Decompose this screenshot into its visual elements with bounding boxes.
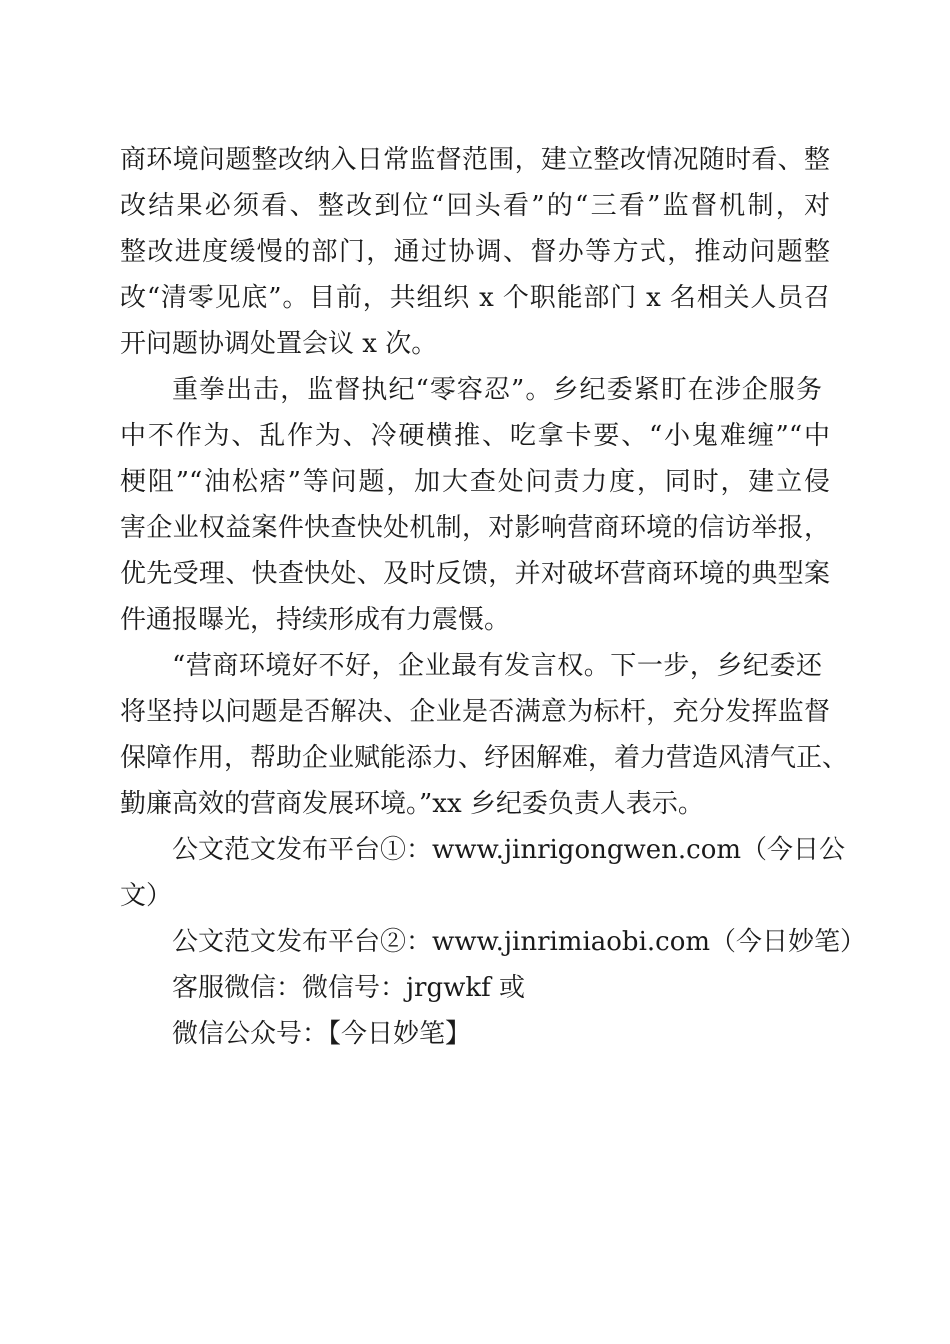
- paragraph-1-line-1: 商环境问题整改纳入日常监督范围，建立整改情况随时看、整: [120, 145, 830, 175]
- paragraph-2-line-1: 重拳出击，监督执纪“零容忍”。乡纪委紧盯在涉企服务: [172, 375, 822, 405]
- paragraph-2-line-6: 件通报曝光，持续形成有力震慑。: [120, 605, 511, 635]
- wechat-service: 客服微信：微信号：jrgwkf 或: [172, 973, 526, 1003]
- platform-1-line-2: 文）: [120, 881, 173, 911]
- paragraph-2-line-2: 中不作为、乱作为、冷硬横推、吃拿卡要、“小鬼难缠”“中: [120, 421, 830, 451]
- paragraph-3-line-4: 勤廉高效的营商发展环境。”xx 乡纪委负责人表示。: [120, 789, 704, 819]
- paragraph-2-line-5: 优先受理、快查快处、及时反馈，并对破坏营商环境的典型案: [120, 559, 830, 589]
- platform-2: 公文范文发布平台②：www.jinrimiaobi.com（今日妙笔）: [172, 927, 867, 957]
- paragraph-1-line-3: 整改进度缓慢的部门，通过协调、督办等方式，推动问题整: [120, 237, 830, 267]
- paragraph-1-line-4: 改“清零见底”。目前，共组织 x 个职能部门 x 名相关人员召: [120, 283, 830, 313]
- paragraph-2-line-3: 梗阻”“油松痞”等问题，加大查处问责力度，同时，建立侵: [120, 467, 830, 497]
- paragraph-3-line-2: 将坚持以问题是否解决、企业是否满意为标杆，充分发挥监督: [120, 697, 830, 727]
- wechat-public-account: 微信公众号：【今日妙笔】: [172, 1019, 472, 1049]
- paragraph-1-line-5: 开问题协调处置会议 x 次。: [120, 329, 438, 359]
- paragraph-3-line-1: “营商环境好不好，企业最有发言权。下一步，乡纪委还: [172, 651, 822, 681]
- paragraph-1-line-2: 改结果必须看、整改到位“回头看”的“三看”监督机制，对: [120, 191, 830, 221]
- paragraph-3-line-3: 保障作用，帮助企业赋能添力、纾困解难，着力营造风清气正、: [120, 743, 849, 773]
- platform-1-line-1: 公文范文发布平台①：www.jinrigongwen.com（今日公: [172, 835, 846, 865]
- paragraph-2-line-4: 害企业权益案件快查快处机制，对影响营商环境的信访举报，: [120, 513, 830, 543]
